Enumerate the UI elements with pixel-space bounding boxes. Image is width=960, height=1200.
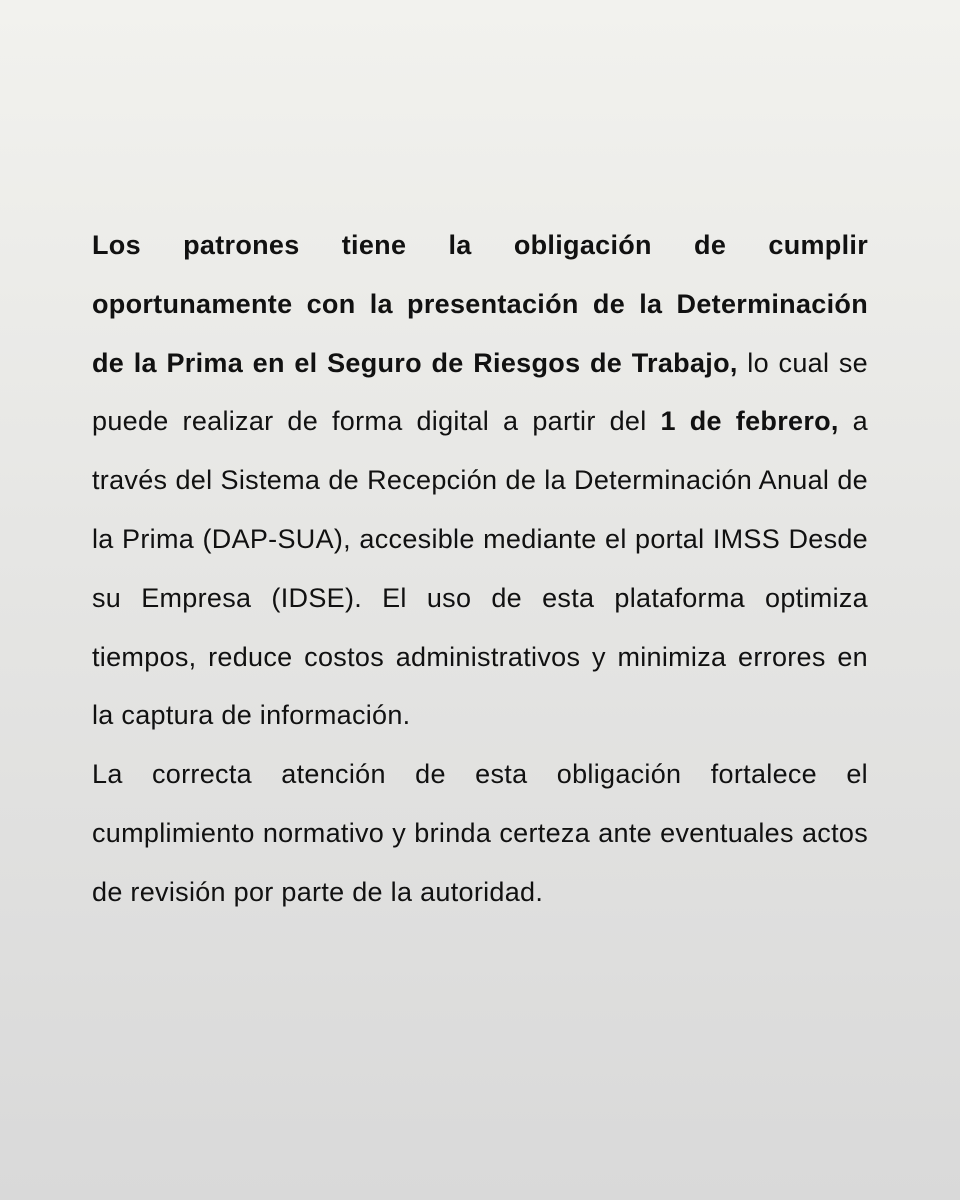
paragraph-text-part-b: a través del Sistema de Recepción de la Determinación Anual de la Prima (DAP-SUA), accesible mediante el portal IMSS Desde su Empresa (IDSE). El uso de esta plataforma optimiza tiempos, reduce costos administrativos y minimiza errores en la captura de información.: [92, 406, 869, 731]
paragraph-compliance-text: La correcta atención de esta obligación fortalece el cumplimiento normativo y brinda certeza ante eventuales actos de revisión por parte de la autoridad.: [92, 759, 868, 907]
bold-date-text: 1 de febrero,: [660, 406, 839, 437]
paragraph-compliance: [92, 745, 868, 921]
paragraph-obligation: [92, 216, 868, 745]
body-text: [92, 216, 868, 922]
paragraph-text-part-a: lo cual se puede realizar de forma digital a partir del: [92, 347, 868, 437]
bold-lead-text: Los patrones tiene la obligación de cumplir oportunamente con la presentación de la Determinación de la Prima en el Seguro de Riesgos de Trabajo,: [92, 230, 868, 378]
